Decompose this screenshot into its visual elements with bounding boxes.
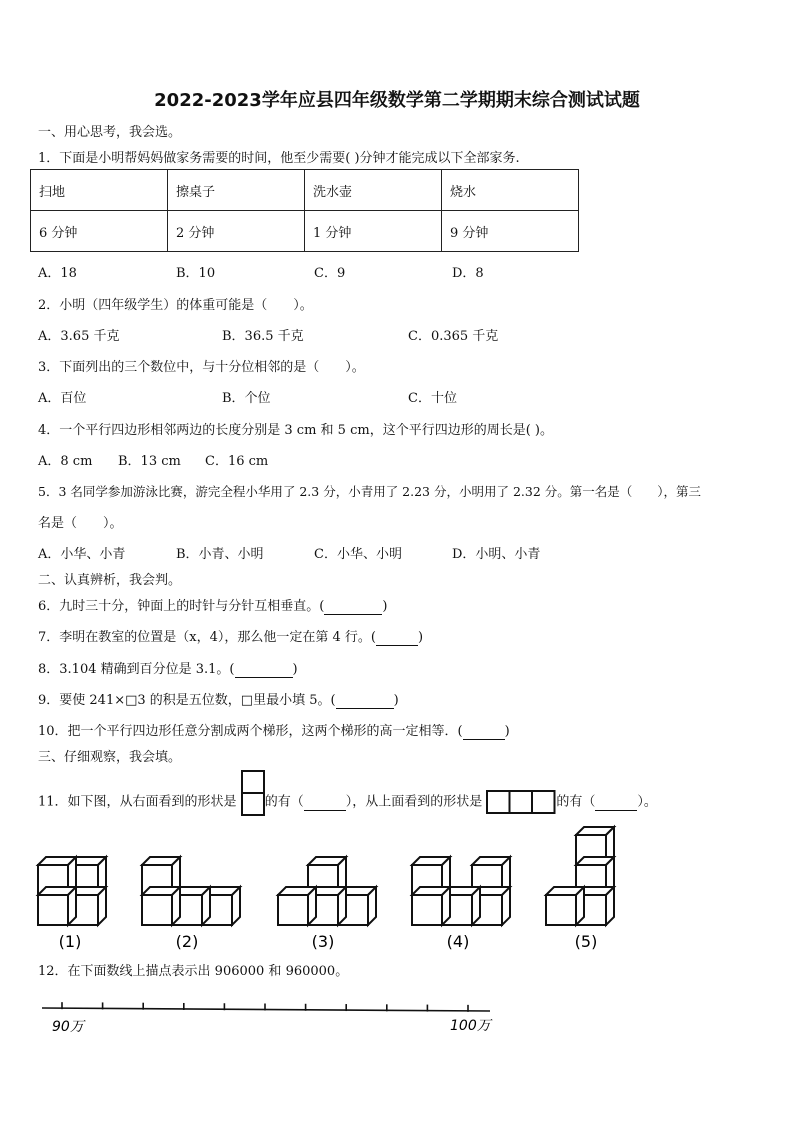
cube-figure-5 [546,827,614,925]
answer-blank-8[interactable] [235,662,293,678]
q2-option-b[interactable]: B．36.5 千克 [222,329,304,344]
section-1-heading: 一、用心思考，我会选。 [38,125,182,140]
question-1-text: 1．下面是小明帮妈妈做家务需要的时间，他至少需要( )分钟才能完成以下全部家务. [38,151,520,166]
answer-blank-6[interactable] [324,599,382,615]
q5-option-c[interactable]: C．小华、小明 [314,547,402,562]
number-line[interactable] [38,995,498,1040]
question-5-text-line2: 名是（ ）。 [38,516,123,531]
answer-blank-7[interactable] [376,630,418,646]
question-8-text: 8．3.104 精确到百分位是 3.1。( [38,662,235,677]
q5-option-a[interactable]: A．小华、小青 [38,547,126,562]
question-7 [38,626,423,646]
question-10-text: 10．把一个平行四边形任意分割成两个梯形，这两个梯形的高一定相等．( [38,724,463,739]
table-cell: 1 分钟 [305,211,442,252]
q5-option-d[interactable]: D．小明、小青 [452,547,541,562]
cube-figure-2 [142,857,240,925]
close-paren: ) [504,724,510,739]
figure-label-2: (2) [175,932,199,951]
question-10 [38,720,510,740]
q1-option-c[interactable]: C．9 [314,266,346,281]
q4-option-a[interactable]: A．8 cm [38,454,93,469]
cube-figures [30,822,630,952]
q2-option-c[interactable]: C．0.365 千克 [408,329,499,344]
table-row [31,211,579,252]
close-paren: ) [292,662,298,677]
top-view-shape-icon [486,790,556,814]
question-11-text-4: 的有（ [556,794,596,810]
q3-option-c[interactable]: C．十位 [408,391,457,406]
question-9 [38,689,399,709]
q1-option-d[interactable]: D．8 [452,266,484,281]
q1-option-b[interactable]: B．10 [176,266,216,281]
q3-option-b[interactable]: B．个位 [222,391,271,406]
cube-figure-1 [38,857,106,925]
number-line-right-label: 100万 [450,1018,491,1034]
q4-option-c[interactable]: C．16 cm [205,454,269,469]
figure-label-1: (1) [58,932,82,951]
question-11-text-2: 的有（ [264,794,304,810]
question-4-text: 4．一个平行四边形相邻两边的长度分别是 3 cm 和 5 cm，这个平行四边形的周长是( )。 [38,423,553,438]
number-line-axis [42,1008,490,1011]
question-3-text: 3．下面列出的三个数位中，与十分位相邻的是（ ）。 [38,360,365,375]
close-paren: ) [393,693,399,708]
answer-blank-9[interactable] [336,693,394,709]
figure-label-5: (5) [574,932,598,951]
table-header-cell: 烧水 [442,170,579,211]
right-view-shape-icon [241,770,265,816]
question-11-text-1: 11．如下图，从右面看到的形状是 [38,794,237,810]
table-cell: 6 分钟 [31,211,168,252]
answer-blank-10[interactable] [463,724,505,740]
question-12-text: 12．在下面数线上描点表示出 906000 和 960000。 [38,964,349,979]
figure-label-3: (3) [311,932,335,951]
number-line-left-label: 90万 [52,1019,84,1035]
q2-option-a[interactable]: A．3.65 千克 [38,329,120,344]
table-header-cell: 洗水壶 [305,170,442,211]
question-8 [38,658,298,678]
page-title: 2022-2023学年应县四年级数学第二学期期末综合测试试题 [154,90,640,111]
cube-figure-4 [412,857,510,925]
question-9-text: 9．要使 241×□3 的积是五位数，□里最小填 5。( [38,693,336,708]
cube-figure-3 [278,857,376,925]
chores-table [30,169,579,252]
question-11-text-3: ），从上面看到的形状是 [345,794,483,810]
section-3-heading: 三、仔细观察，我会填。 [38,750,182,765]
question-11-text-5: ）。 [637,794,657,810]
table-cell: 2 分钟 [168,211,305,252]
question-5-text-line1: 5．3 名同学参加游泳比赛，游完全程小华用了 2.3 分，小青用了 2.23 分，小明用了 2.32 分。第一名是（ ），第三 [38,484,702,499]
close-paren: ) [417,630,424,645]
answer-blank-11a[interactable] [304,795,346,811]
question-2-text: 2．小明（四年级学生）的体重可能是（ ）。 [38,298,313,313]
table-row [31,170,579,211]
q3-option-a[interactable]: A．百位 [38,391,87,406]
question-6 [38,595,387,615]
q4-option-b[interactable]: B．13 cm [118,454,181,469]
table-header-cell: 擦桌子 [168,170,305,211]
answer-blank-11b[interactable] [595,795,637,811]
table-header-cell: 扫地 [31,170,168,211]
question-7-text: 7．李明在教室的位置是（x，4），那么他一定在第 4 行。( [38,630,376,645]
q5-option-b[interactable]: B．小青、小明 [176,547,264,562]
figure-label-4: (4) [446,932,470,951]
q1-option-a[interactable]: A．18 [38,266,77,281]
question-11 [38,788,657,816]
close-paren: ) [382,599,388,614]
question-6-text: 6．九时三十分，钟面上的时针与分针互相垂直。( [38,599,325,614]
section-2-heading: 二、认真辨析，我会判。 [38,573,182,588]
table-cell: 9 分钟 [442,211,579,252]
